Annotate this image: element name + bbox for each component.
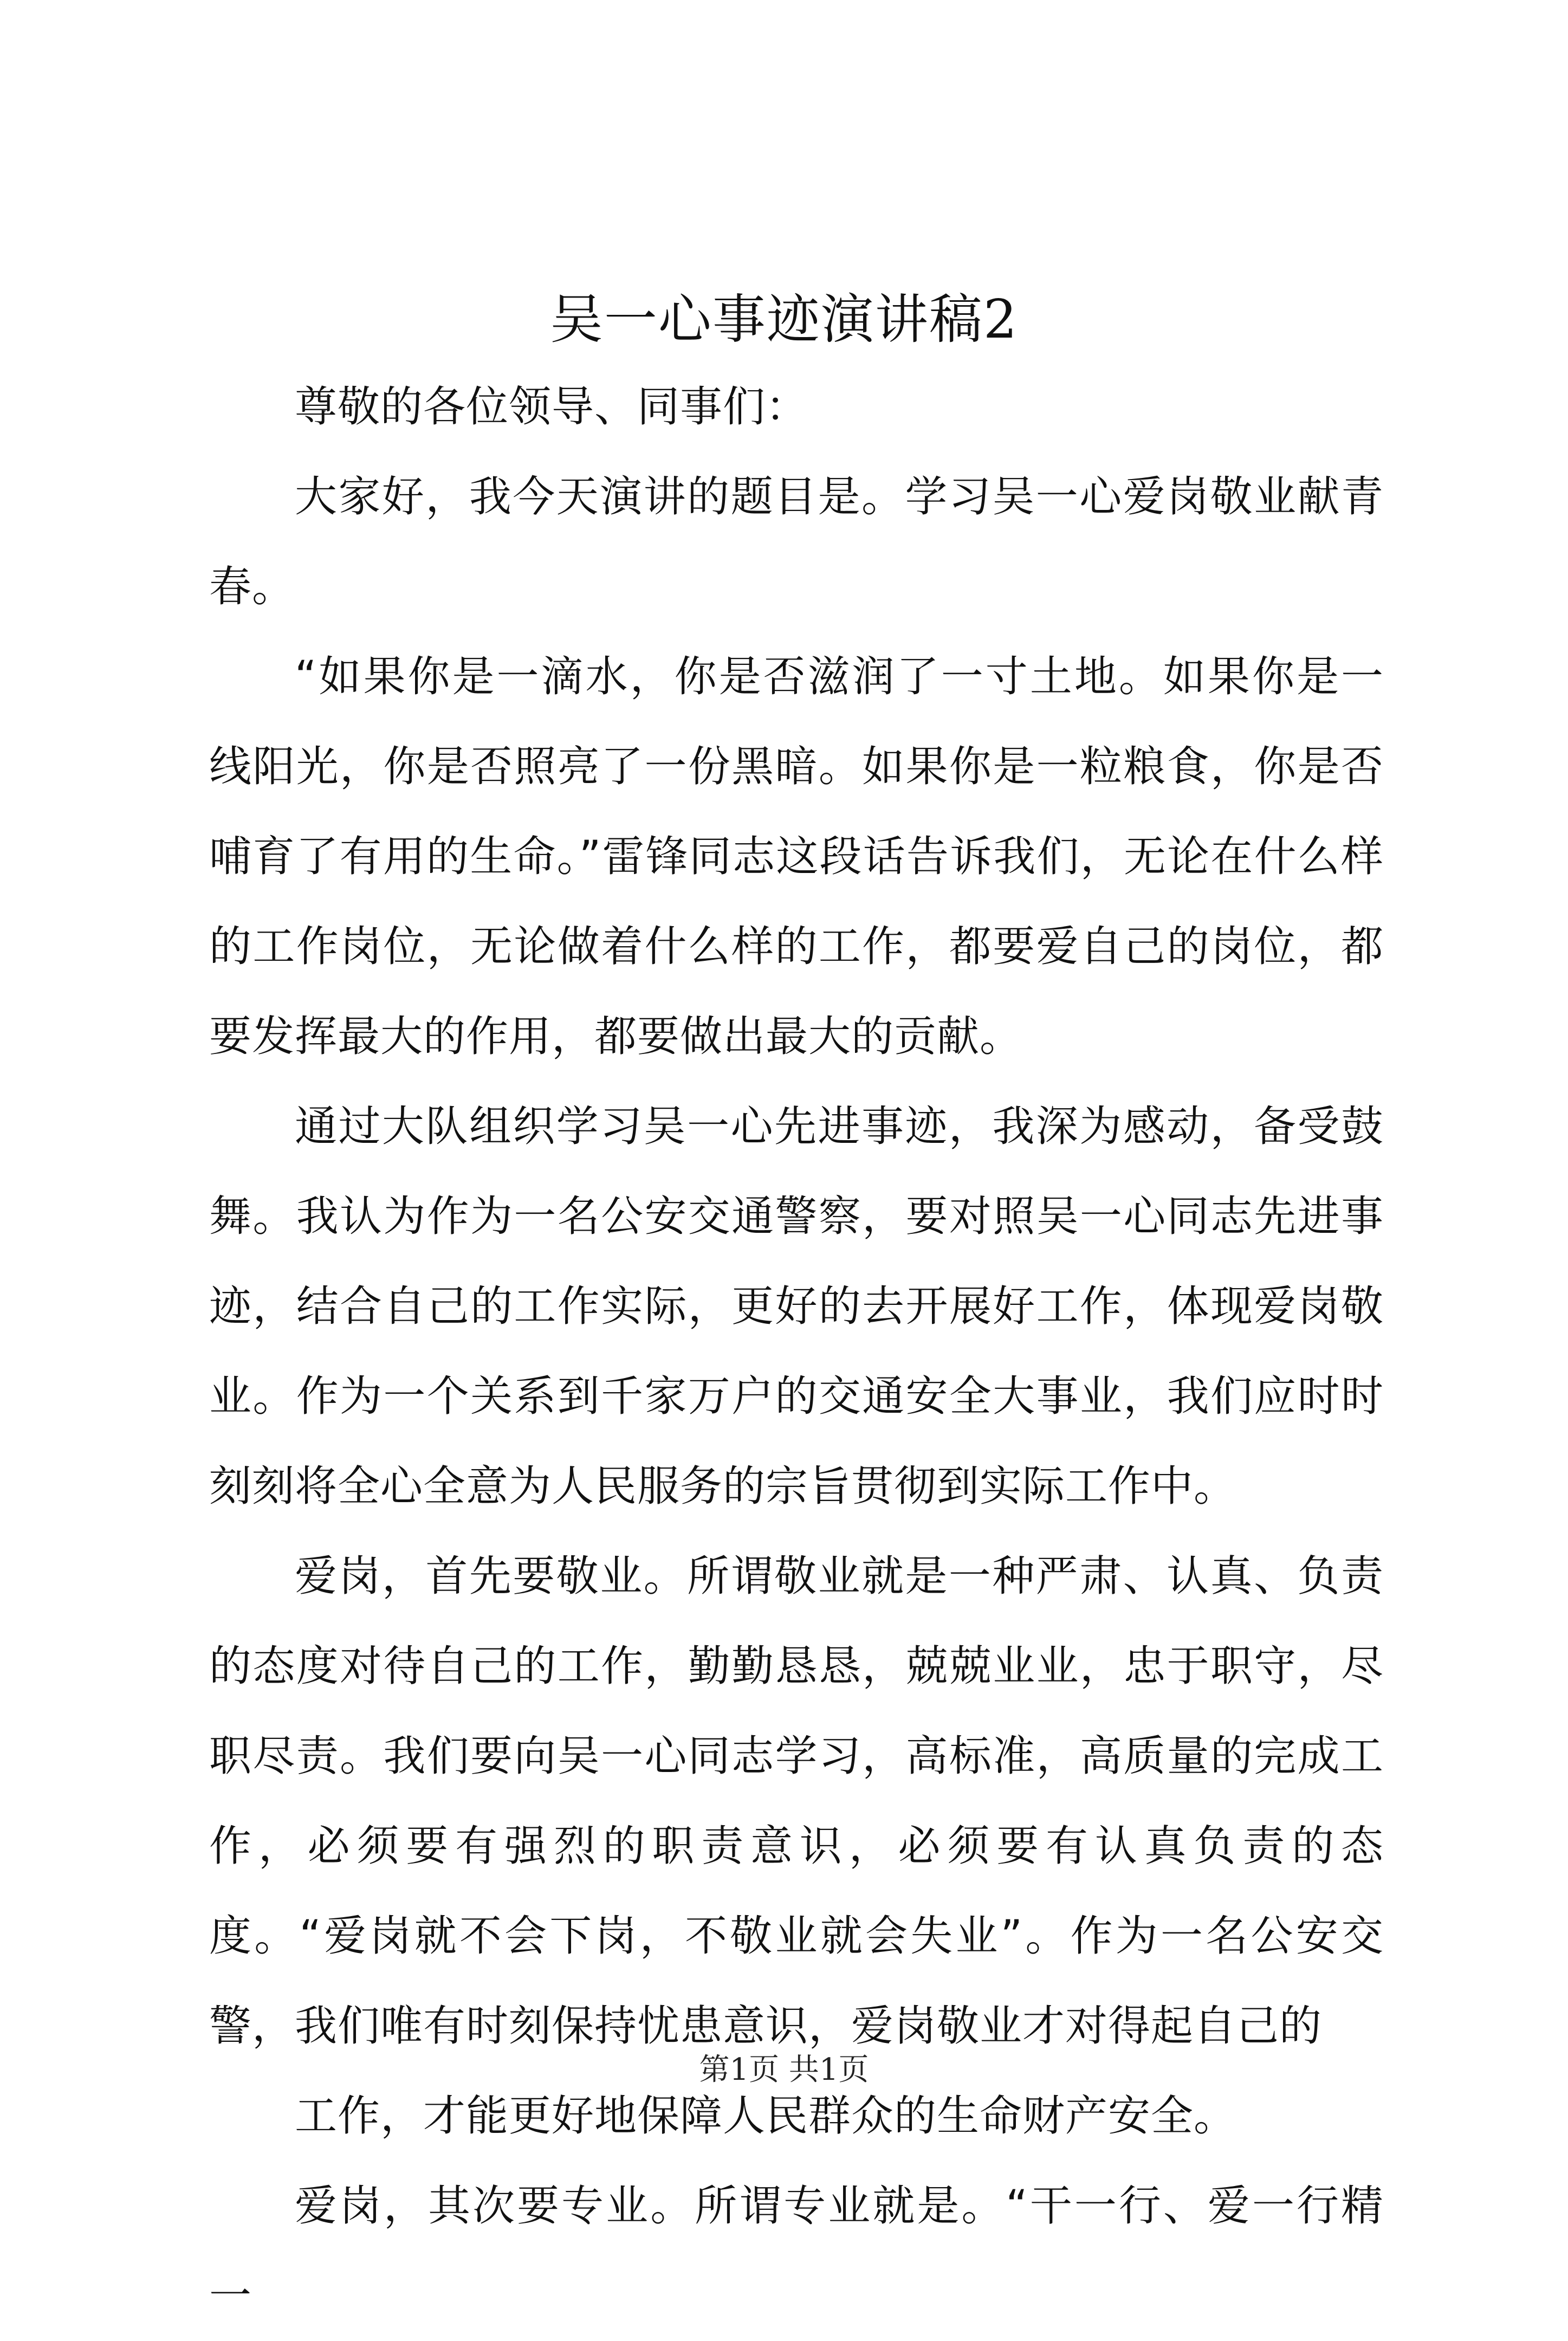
body-paragraph: 爱岗，其次要专业。所谓专业就是。“干一行、爱一行精一	[209, 2182, 1384, 2320]
page-footer: 第1页 共1页	[699, 2052, 869, 2087]
body-paragraph: 工作，才能更好地保障人民群众的生命财产安全。	[295, 2092, 1237, 2140]
body-paragraph: “如果你是一滴水，你是否滋润了一寸土地。如果你是一线阳光，你是否照亮了一份黑暗。如果你是一粒粮食，你是否哺育了有用的生命。”雷锋同志这段话告诉我们，无论在什么样的工作岗位，无论做着什么样的工作，都要爱自己的岗位，都要发挥最大的作用，都要做出最大的贡献。	[209, 652, 1384, 1061]
body-paragraph: 通过大队组织学习吴一心先进事迹，我深为感动，备受鼓舞。我认为作为一名公安交通警察，要对照吴一心同志先进事迹，结合自己的工作实际，更好的去开展好工作，体现爱岗敬业。作为一个关系到千家万户的交通安全大事业，我们应时时刻刻将全心全意为人民服务的宗旨贯彻到实际工作中。	[209, 1102, 1384, 1511]
document-body	[209, 362, 1384, 2341]
salutation-paragraph: 尊敬的各位领导、同事们：	[295, 383, 809, 431]
document-title: 吴一心事迹演讲稿2	[549, 289, 1019, 351]
body-paragraph: 爱岗，首先要敬业。所谓敬业就是一种严肃、认真、负责的态度对待自己的工作，勤勤恳恳，兢兢业业，忠于职守，尽职尽责。我们要向吴一心同志学习，高标准，高质量的完成工作，必须要有强烈的职责意识，必须要有认真负责的态度。“爱岗就不会下岗，不敬业就会失业”。作为一名公安交警，我们唯有时刻保持忧患意识，爱岗敬业才对得起自己的	[209, 1552, 1384, 2051]
body-paragraph: 大家好，我今天演讲的题目是。学习吴一心爱岗敬业献青春。	[209, 473, 1384, 611]
